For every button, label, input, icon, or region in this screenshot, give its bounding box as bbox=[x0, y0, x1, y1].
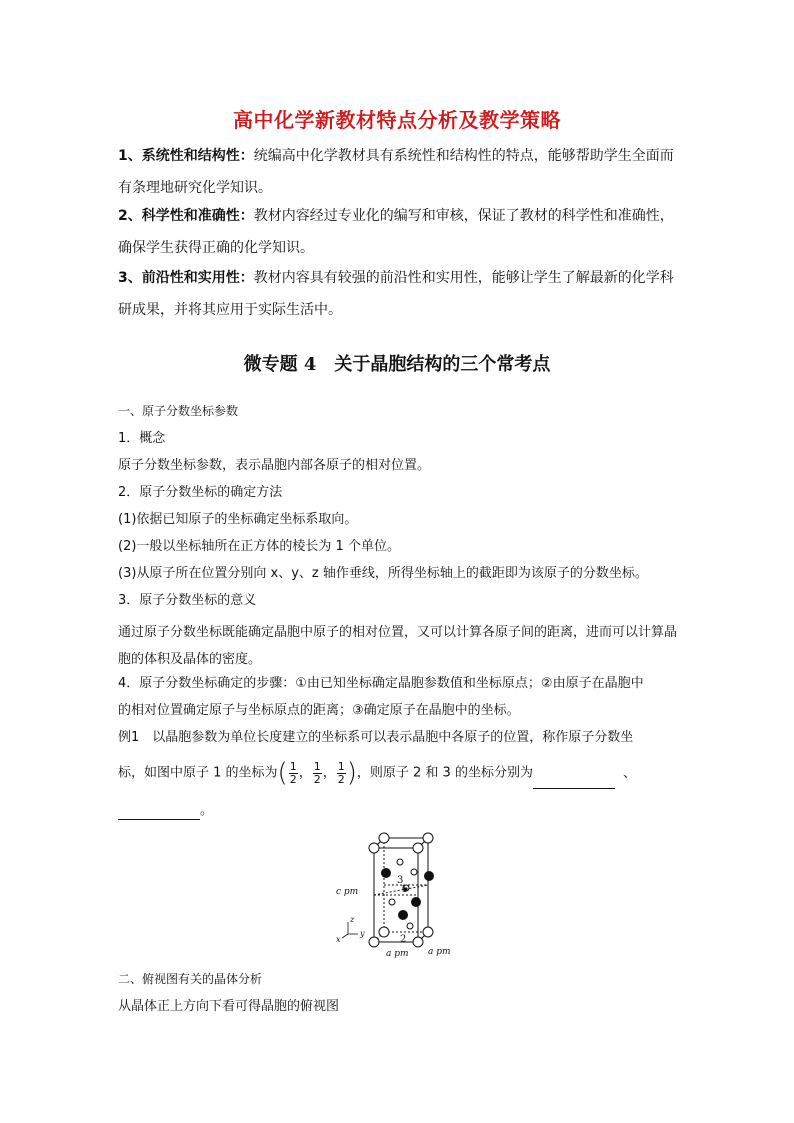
feature-label-2: 2、科学性和准确性： bbox=[118, 208, 254, 224]
answer-separator: 、 bbox=[622, 765, 636, 781]
method-heading: 2．原子分数坐标的确定方法 bbox=[118, 485, 283, 500]
open-paren: ( bbox=[277, 758, 288, 788]
axis-x: x bbox=[336, 935, 341, 944]
meaning-heading: 3．原子分数坐标的意义 bbox=[118, 593, 257, 608]
feature-text-1: 统编高中化学教材具有系统性和结构性的特点，能够帮助学生全面而有条理地研究化学知识。 bbox=[118, 148, 674, 196]
answer-blank-1[interactable] bbox=[533, 774, 615, 789]
example-line-3 bbox=[118, 802, 684, 820]
example-line-1: 例1 以晶胞参数为单位长度建立的坐标系可以表示晶胞中各原子的位置，称作原子分数坐 bbox=[118, 730, 634, 745]
axis-label-a1: a pm bbox=[386, 949, 409, 959]
coord-sep-1: ， bbox=[298, 765, 312, 781]
crystal-cell-figure bbox=[334, 826, 462, 962]
feature-item-1 bbox=[118, 140, 684, 204]
method-item-1: (1)依据已知原子的坐标确定坐标系取向。 bbox=[118, 512, 358, 527]
atom-label-1: 1 bbox=[401, 884, 408, 895]
steps-line-2: 的相对位置确定原子与坐标原点的距离；③确定原子在晶胞中的坐标。 bbox=[118, 703, 520, 718]
example-text-post: ，则原子 2 和 3 的坐标分别为 bbox=[356, 765, 533, 781]
example-line-2 bbox=[118, 758, 684, 789]
axis-label-c: c pm bbox=[336, 887, 359, 897]
feature-item-2 bbox=[118, 200, 684, 264]
fraction-z: $\frac{1}{2}$ bbox=[337, 759, 345, 786]
method-item-3: (3)从原子所在位置分别向 x、y、z 轴作垂线，所得坐标轴上的截距即为该原子的分数坐标。 bbox=[118, 566, 648, 581]
answer-blank-2[interactable] bbox=[118, 805, 200, 820]
close-paren: ) bbox=[346, 758, 357, 788]
meaning-text: 通过原子分数坐标既能确定晶胞中原子的相对位置，又可以计算各原子间的距离，进而可以计算晶胞的体积及晶体的密度。 bbox=[118, 625, 678, 667]
feature-text-3: 教材内容具有较强的前沿性和实用性，能够让学生了解最新的化学科研成果，并将其应用于实际生活中。 bbox=[118, 270, 674, 318]
steps-line-1: 4．原子分数坐标确定的步骤：①由已知坐标确定晶胞参数值和坐标原点；②由原子在晶胞中 bbox=[118, 676, 644, 691]
method-item-2: (2)一般以坐标轴所在正方体的棱长为 1 个单位。 bbox=[118, 539, 400, 554]
main-title: 高中化学新教材特点分析及教学策略 bbox=[233, 108, 561, 132]
feature-text-2: 教材内容经过专业化的编写和审核，保证了教材的科学性和准确性，确保学生获得正确的化学知识。 bbox=[118, 208, 674, 256]
feature-label-3: 3、前沿性和实用性： bbox=[118, 270, 254, 286]
atom-label-3: 3 bbox=[397, 875, 404, 886]
section1-heading: 一、原子分数坐标参数 bbox=[118, 404, 239, 418]
axis-z: z bbox=[350, 915, 355, 924]
feature-label-1: 1、系统性和结构性： bbox=[118, 148, 254, 164]
axis-label-a2: a pm bbox=[428, 947, 451, 957]
concept-text: 原子分数坐标参数，表示晶胞内部各原子的相对位置。 bbox=[118, 458, 431, 473]
concept-heading: 1．概念 bbox=[118, 431, 166, 446]
section2-text: 从晶体正上方向下看可得晶胞的俯视图 bbox=[118, 999, 340, 1014]
section2-heading: 二、俯视图有关的晶体分析 bbox=[118, 972, 263, 986]
topic-title: 微专题 4 关于晶胞结构的三个常考点 bbox=[243, 354, 551, 375]
fraction-x: $\frac{1}{2}$ bbox=[289, 759, 297, 786]
coord-sep-2: ， bbox=[322, 765, 336, 781]
feature-item-3 bbox=[118, 262, 684, 326]
atom-label-2: 2 bbox=[400, 934, 407, 945]
axis-y: y bbox=[360, 929, 365, 938]
example-text-pre: 标，如图中原子 1 的坐标为 bbox=[118, 765, 278, 781]
example-end: 。 bbox=[200, 803, 214, 818]
crystal-cell-diagram bbox=[334, 826, 462, 962]
fraction-y: $\frac{1}{2}$ bbox=[313, 759, 321, 786]
